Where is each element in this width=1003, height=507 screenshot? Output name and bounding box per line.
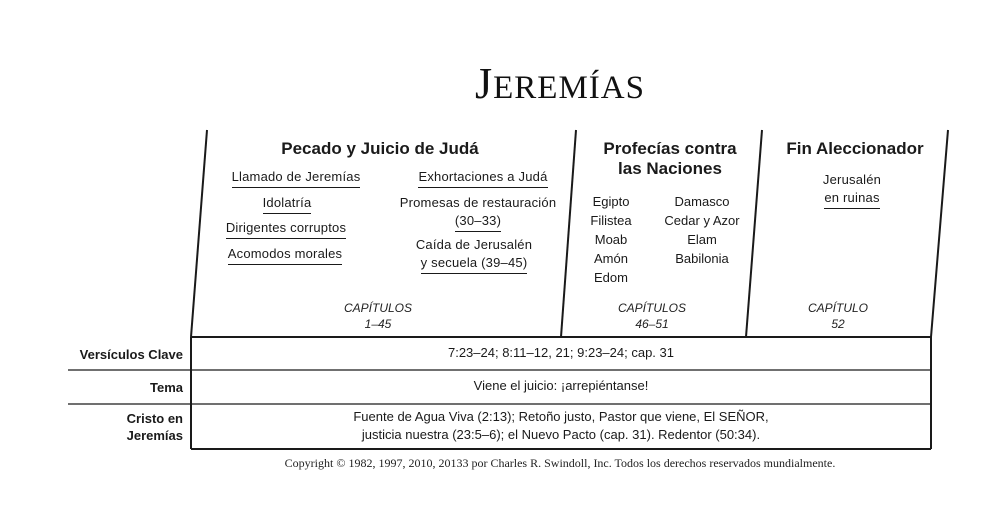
item-llamado: Llamado de Jeremías [222,168,370,185]
section-heading-pecado: Pecado y Juicio de Judá [281,139,479,158]
item-jerusalen-ruinas: Jerusalén en ruinas [792,171,912,206]
row-text-tema: Viene el juicio: ¡arrepiéntanse! [473,378,649,393]
row-label-cristo: Cristo en Jeremías [126,411,183,443]
row-text-versiculos: 7:23–24; 8:11–12, 21; 9:23–24; cap. 31 [447,345,674,360]
item-acomodos: Acomodos morales [218,245,352,262]
chapters-section-3: CAPÍTULO 52 [807,301,868,331]
item-dirigentes: Dirigentes corruptos [218,219,354,236]
row-text-cristo: Fuente de Agua Viva (2:13); Retoño justo, Pastor que viene, El SEÑOR, justicia nuestra (23:5–6); el Nuevo Pacto (cap. 31). Redentor (50:34). [353,409,769,442]
item-promesas: Promesas de restauración (30–33) [388,194,568,229]
item-exhortaciones: Exhortaciones a Judá [398,168,568,185]
item-caida: Caída de Jerusalén y secuela (39–45) [384,236,564,271]
item-idolatria: Idolatría [222,194,352,211]
chapters-section-2: CAPÍTULOS 46–51 [617,301,686,331]
left-border-line [191,130,207,337]
right-border-line [931,130,948,337]
divider-line-1 [561,130,576,337]
nations-right-list: Damasco Cedar y Azor Elam Babilonia [664,194,740,266]
chapters-section-1: CAPÍTULOS 1–45 [343,301,412,331]
section-heading-fin: Fin Aleccionador [786,139,924,158]
row-label-versiculos: Versículos Clave [79,347,183,362]
nations-left-list: Egipto Filistea Moab Amón Edom [590,194,632,285]
copyright-notice: Copyright © 1982, 1997, 2010, 20133 por Charles R. Swindoll, Inc. Todos los derechos reservados mundialmente. [284,456,836,470]
row-label-tema: Tema [150,380,183,395]
section-heading-profecias: Profecías contra las Naciones [603,139,737,178]
page-title: JEREMÍAS [475,59,645,108]
